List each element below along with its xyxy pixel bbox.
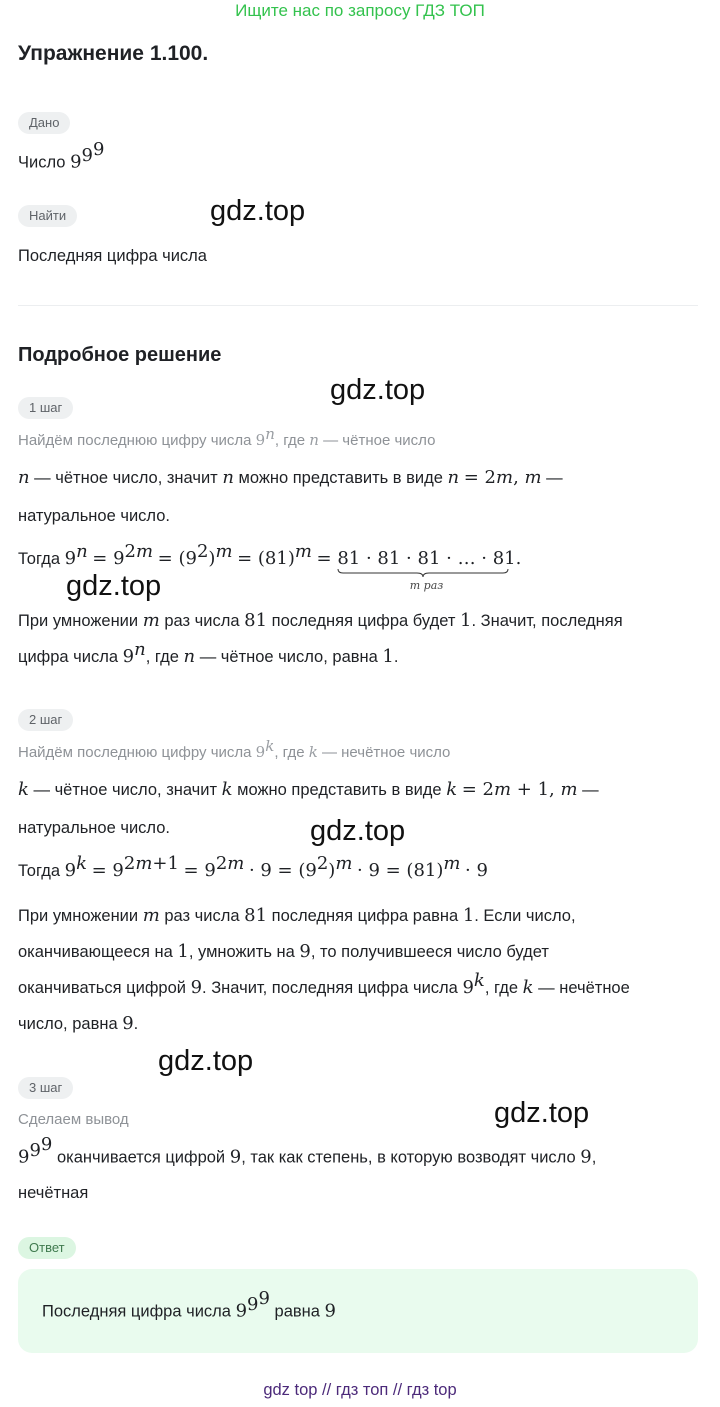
step1-line1: n — чётное число, значит n можно представить в виде n = 2m, m — bbox=[18, 467, 563, 488]
footer-links[interactable]: gdz top // гдз топ // гдз top bbox=[263, 1381, 457, 1399]
step1-line3: Тогда $9^n = 9^{2m} = (9^2)^m = (81)^m = 81 \cdot 81 \cdot 81$ · … · 81 m раз . bbox=[18, 541, 522, 592]
step2-chip: 2 шаг bbox=[18, 709, 73, 731]
watermark: gdz.top bbox=[158, 1045, 254, 1077]
step3-heading: Сделаем вывод bbox=[18, 1111, 129, 1128]
step2-heading: Найдём последнюю цифру числа 9$^k$, где k — нечётное число bbox=[18, 736, 451, 761]
step1-heading: Найдём последнюю цифру числа 9$^n$, где n — чётное число bbox=[18, 424, 436, 449]
step2-line2: натуральное число. bbox=[18, 819, 170, 837]
find-text: Последняя цифра числа bbox=[18, 247, 207, 265]
section-divider bbox=[18, 305, 698, 306]
step1-p1: При умножении m раз числа 81 последняя цифра будет 1. Значит, последняя bbox=[18, 610, 623, 631]
search-banner[interactable]: Ищите нас по запросу ГДЗ ТОП bbox=[235, 1, 485, 20]
step1-chip: 1 шаг bbox=[18, 397, 73, 419]
watermark: gdz.top bbox=[210, 195, 306, 227]
find-chip: Найти bbox=[18, 205, 77, 227]
step2-p1: При умножении m раз числа 81 последняя цифра равна 1. Если число, bbox=[18, 905, 576, 926]
answer-text: Последняя цифра числа $9^{9^9}$ равна 9 bbox=[42, 1288, 336, 1322]
underbrace: 81 · 81 · 81 · … · 81 m раз bbox=[337, 548, 516, 592]
watermark: gdz.top bbox=[310, 815, 406, 847]
given-text: Число $9^{9^9}$ bbox=[18, 139, 105, 173]
step2-line3: Тогда $9^k = 9^{2m+1} = 9^{2m} \cdot 9 = (9^2)^m \cdot 9 = (81)^m \cdot 9$ bbox=[18, 853, 488, 881]
step1-p2: цифра числа 9$^n$, где n — чётное число, равна 1. bbox=[18, 639, 399, 667]
step3-p2: нечётная bbox=[18, 1184, 89, 1202]
solution-title: Подробное решение bbox=[18, 344, 222, 366]
step2-p4: число, равна 9. bbox=[18, 1013, 139, 1034]
exercise-title: Упражнение 1.100. bbox=[18, 42, 209, 65]
step1-line2: натуральное число. bbox=[18, 507, 170, 525]
watermark: gdz.top bbox=[494, 1097, 590, 1129]
watermark: gdz.top bbox=[66, 570, 162, 602]
step2-p3: оканчиваться цифрой 9. Значит, последняя цифра числа 9$^k$, где k — нечётное bbox=[18, 970, 630, 998]
step2-line1: k — чётное число, значит k можно представить в виде k = 2m + 1, m — bbox=[18, 779, 599, 800]
given-chip: Дано bbox=[18, 112, 70, 134]
step2-p2: оканчивающееся на 1, умножить на 9, то получившееся число будет bbox=[18, 941, 549, 962]
answer-chip: Ответ bbox=[18, 1237, 76, 1259]
step3-chip: 3 шаг bbox=[18, 1077, 73, 1099]
step3-p1: $9^{9^9}$ оканчивается цифрой 9, так как степень, в которую возводят число 9, bbox=[18, 1134, 597, 1168]
watermark: gdz.top bbox=[330, 374, 426, 406]
